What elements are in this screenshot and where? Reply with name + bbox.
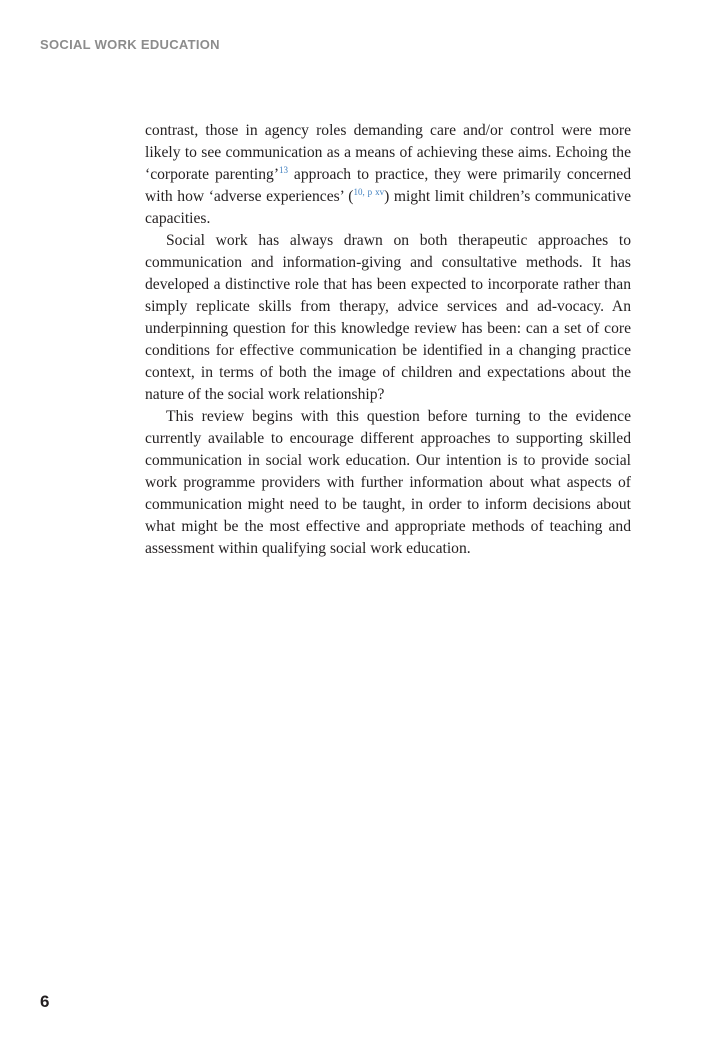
paragraph-1 [145,120,631,230]
paragraph-1-text-c: ) might limit children’s communicative capacities. [145,188,632,227]
paragraph-2: Social work has always drawn on both therapeutic approaches to communication and information-giving and consultative methods. It has developed a distinctive role that has been expected to incorporate rather than simply replicate skills from therapy, advice services and ad-vocacy. An underpinning question for this knowledge review has been: can a set of core conditions for effective communication be identified in a changing practice context, in terms of both the image of children and expectations about the nature of the social work relationship? [145,232,631,403]
paragraph-1-text-a: contrast, those in agency roles demanding care and/or control were more likely to see communication as a means of achieving these aims. Echoing the ‘corporate parenting’ [145,122,631,183]
paragraph-3: This review begins with this question before turning to the evidence currently available to encourage different approaches to supporting skilled communication in social work education. Our intention is to provide social work programme providers with further information about what aspects of communication might need to be taught, in order to inform decisions about what might be the most effective and appropriate methods of teaching and assessment within qualifying social work education. [145,408,631,557]
reference-13[interactable]: 13 [279,165,289,175]
page-number: 6 [40,992,50,1011]
reference-10-p-xv[interactable]: 10, p xv [353,187,385,197]
paragraph-1-text-b: approach to practice, they were primarily concerned with how ‘adverse experiences’ ( [145,166,632,205]
body-text [145,120,631,560]
running-header: SOCIAL WORK EDUCATION [40,37,220,52]
